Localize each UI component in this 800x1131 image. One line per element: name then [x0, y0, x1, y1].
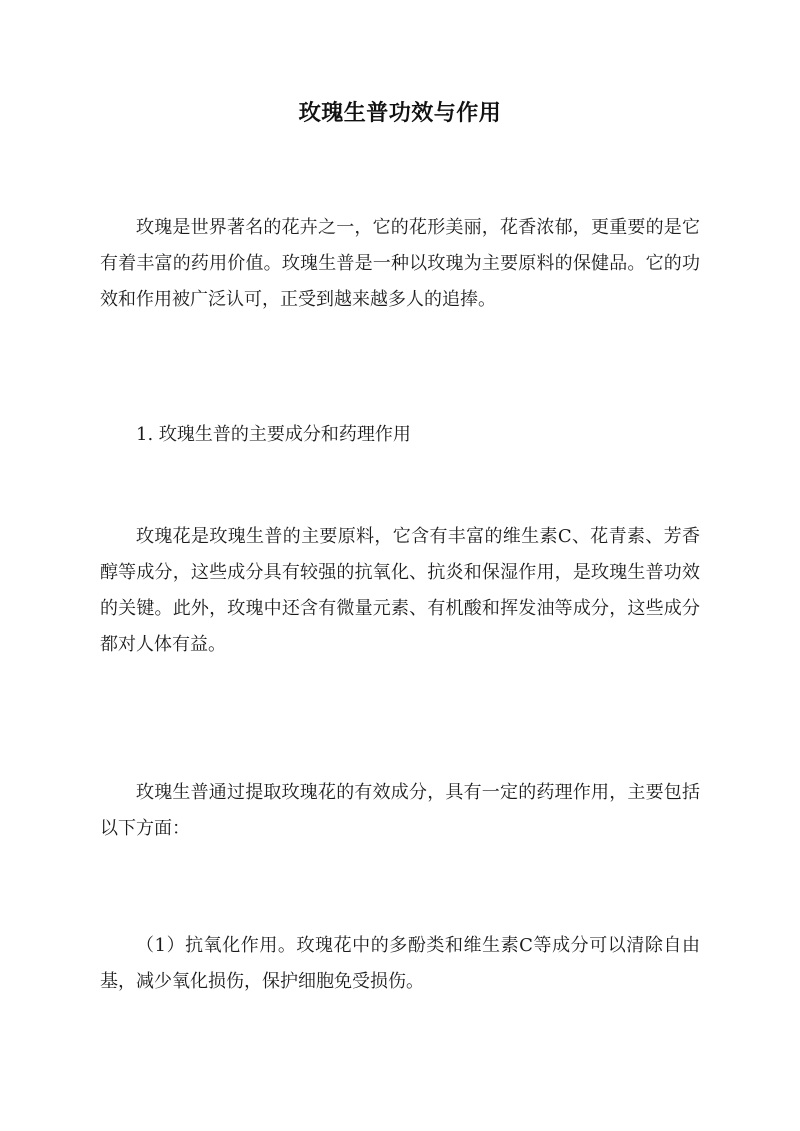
paragraph-ingredients: 玫瑰花是玫瑰生普的主要原料，它含有丰富的维生素C、花青素、芳香醇等成分，这些成分具有较强的抗氧化、抗炎和保湿作用，是玫瑰生普功效的关键。此外，玫瑰中还含有微量元素、有机酸和挥发油等成分，这些成分都对人体有益。	[100, 526, 700, 655]
document-title: 玫瑰生普功效与作用	[298, 100, 502, 126]
section-heading-1: 1. 玫瑰生普的主要成分和药理作用	[136, 424, 411, 445]
paragraph-antioxidant: （1）抗氧化作用。玫瑰花中的多酚类和维生素C等成分可以清除自由基，减少氧化损伤，保护细胞免受损伤。	[100, 935, 700, 992]
paragraph-intro: 玫瑰是世界著名的花卉之一，它的花形美丽，花香浓郁，更重要的是它有着丰富的药用价值。玫瑰生普是一种以玫瑰为主要原料的保健品。它的功效和作用被广泛认可，正受到越来越多人的追捧。	[100, 217, 700, 310]
paragraph-pharmacology-intro: 玫瑰生普通过提取玫瑰花的有效成分，具有一定的药理作用，主要包括以下方面：	[100, 782, 700, 839]
